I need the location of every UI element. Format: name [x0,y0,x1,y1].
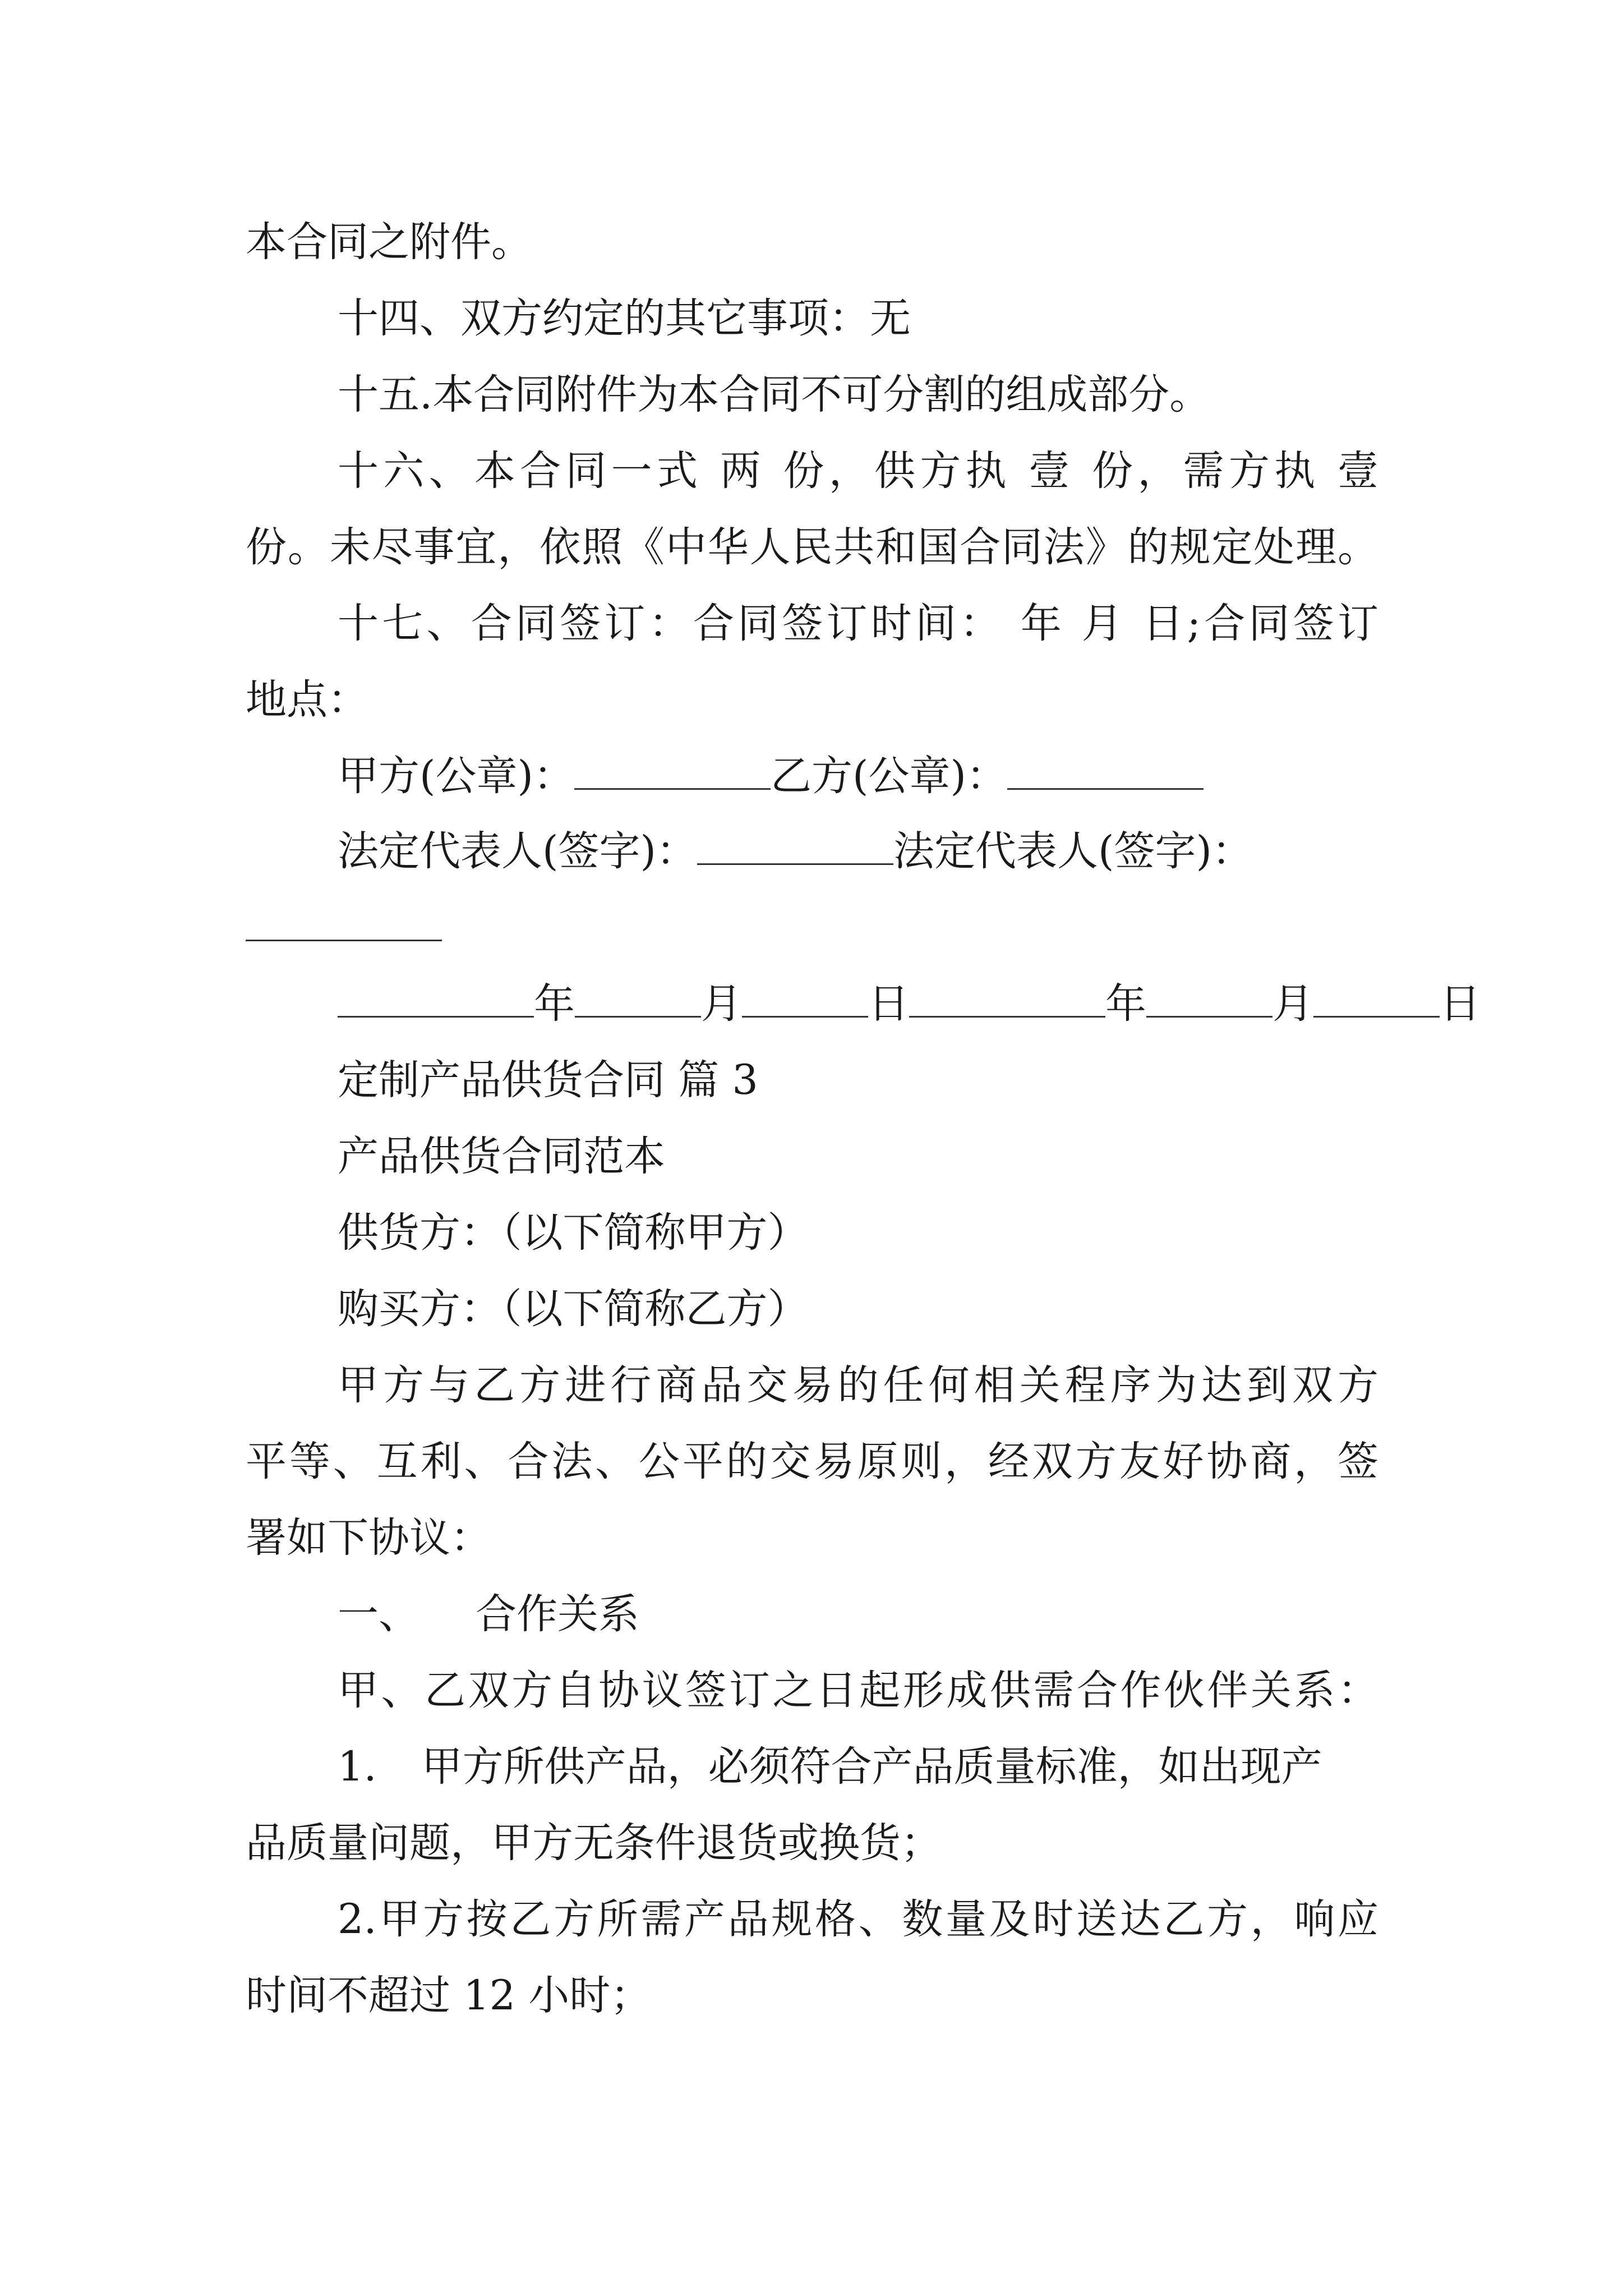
month-label: 月 [701,980,742,1028]
text-line: 平等、互利、合法、公平的交易原则，经双方友好协商，签 [246,1438,1378,1485]
party-b-seal-label: 乙方(公章)： [770,752,1007,800]
section-heading: 定制产品供货合同 篇 3 [338,1056,758,1104]
text-line: 地点： [246,676,368,724]
legal-rep-b-blank-line [246,900,442,956]
month-blank [1146,977,1272,1018]
day-label: 日 [868,980,909,1028]
month-label: 月 [1272,980,1313,1028]
contract-title: 产品供货合同范本 [338,1133,665,1180]
party-b-seal-blank [1007,749,1204,790]
text-line: 品质量问题，甲方无条件退货或换货； [246,1819,942,1867]
list-item-text: 甲方所供产品，必须符合产品质量标准，如出现产 [421,1743,1322,1791]
buyer-line: 购买方：（以下简称乙方） [338,1285,809,1333]
legal-rep-a-blank [697,824,893,865]
party-a-seal-label: 甲方(公章)： [338,752,574,800]
text-line: 本合同之附件。 [246,218,532,266]
list-item-number: 1. [338,1743,377,1791]
year-label: 年 [1105,980,1146,1028]
text-line: 时间不超过 12 小时； [246,1972,652,2019]
day-label: 日 [1440,980,1481,1028]
supplier-line: 供货方：（以下简称甲方） [338,1209,809,1257]
year-blank [338,977,534,1018]
legal-rep-line [338,823,1253,880]
text-line: 十七、合同签订：合同签订时间： 年 月 日;合同签订 [338,600,1378,647]
text-line: 甲、乙双方自协议签订之日起形成供需合作伙伴关系： [338,1667,1378,1714]
text-line: 十六、本合同一式 两 份，供方执 壹 份，需方执 壹 [338,447,1378,495]
legal-rep-b-label: 法定代表人(签字)： [893,827,1253,875]
date-line [338,976,1481,1032]
clause-number: 一、 [338,1590,419,1638]
text-line: 十四、双方约定的其它事项：无 [338,295,911,342]
party-a-seal-blank [574,749,771,790]
month-blank [575,977,701,1018]
clause-title: 合作关系 [476,1590,639,1638]
text-line: 署如下协议： [246,1514,491,1562]
text-line: 十五.本合同附件为本合同不可分割的组成部分。 [338,371,1211,418]
legal-rep-a-label: 法定代表人(签字)： [338,827,697,875]
list-item: 2.甲方按乙方所需产品规格、数量及时送达乙方，响应 [338,1895,1378,1943]
text-line: 份。未尽事宜，依照《中华人民共和国合同法》的规定处理。 [246,523,1378,571]
day-blank [742,977,868,1018]
legal-rep-b-blank [246,900,442,941]
year-blank [909,977,1105,1018]
list-item [338,1739,1378,1795]
text-line: 甲方与乙方进行商品交易的任何相关程序为达到双方 [338,1361,1378,1409]
clause-heading [338,1586,639,1642]
year-label: 年 [534,980,575,1028]
day-blank [1313,977,1440,1018]
signature-seal-line [338,748,1204,804]
